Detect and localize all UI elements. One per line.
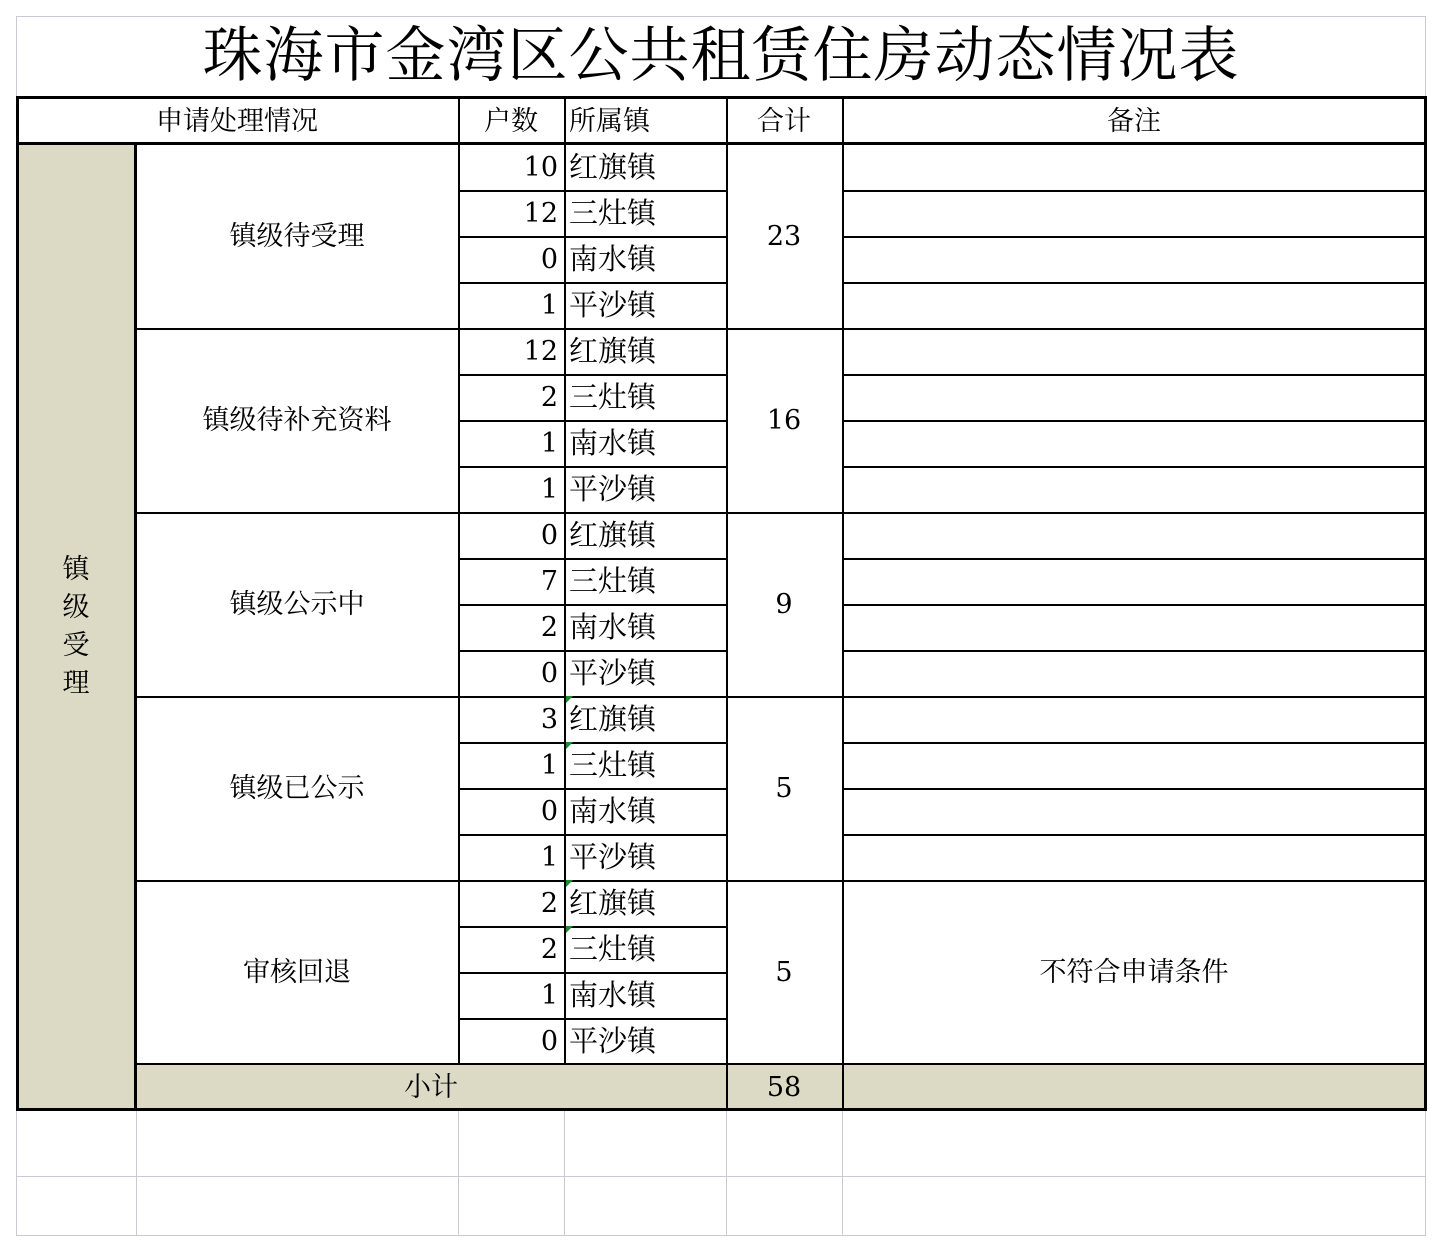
cell-border xyxy=(458,420,726,422)
household-count: 2 xyxy=(540,611,558,643)
cell-border xyxy=(16,96,19,1111)
group-label-char: 镇 xyxy=(62,554,90,585)
cell-border xyxy=(458,466,726,468)
cell-border xyxy=(842,236,1426,238)
section-name: 审核回退 xyxy=(243,956,351,988)
cell-border xyxy=(458,604,726,606)
section-total: 5 xyxy=(775,956,793,988)
town-name: 南水镇 xyxy=(569,793,657,828)
cell-border xyxy=(136,696,1426,698)
household-count: 0 xyxy=(540,243,558,275)
cell-border xyxy=(458,558,726,560)
cell-border xyxy=(842,96,844,1109)
section-total: 9 xyxy=(775,588,793,620)
cell-border xyxy=(458,926,726,928)
cell-border xyxy=(564,96,566,1064)
grid-line xyxy=(16,1176,1426,1177)
household-count: 2 xyxy=(540,933,558,965)
header-status: 申请处理情况 xyxy=(156,105,318,137)
cell-border xyxy=(1424,96,1427,1111)
header-remark: 备注 xyxy=(1107,105,1161,137)
section-total: 5 xyxy=(775,772,793,804)
household-count: 2 xyxy=(540,887,558,919)
comment-flag-icon xyxy=(565,926,573,934)
cell-border xyxy=(842,466,1426,468)
grid-line xyxy=(842,1110,843,1236)
cell-border xyxy=(458,1018,726,1020)
section-total: 23 xyxy=(766,220,802,252)
cell-border xyxy=(458,96,460,1064)
cell-border xyxy=(458,742,726,744)
household-count: 7 xyxy=(540,565,558,597)
town-name: 平沙镇 xyxy=(569,1023,657,1058)
cell-border xyxy=(136,512,1426,514)
household-count: 0 xyxy=(540,519,558,551)
cell-border xyxy=(842,282,1426,284)
cell-border xyxy=(842,834,1426,836)
grid-line xyxy=(16,16,17,98)
grid-line xyxy=(16,1235,1426,1236)
cell-border xyxy=(458,788,726,790)
group-label xyxy=(16,144,136,1110)
household-count: 1 xyxy=(540,473,558,505)
household-count: 2 xyxy=(540,381,558,413)
subtotal-label: 小计 xyxy=(404,1071,458,1103)
town-name: 红旗镇 xyxy=(569,333,657,368)
cell-border xyxy=(458,374,726,376)
subtotal-value: 58 xyxy=(766,1071,802,1103)
town-name: 平沙镇 xyxy=(569,655,657,690)
town-name: 南水镇 xyxy=(569,241,657,276)
town-name: 三灶镇 xyxy=(569,747,657,782)
cell-border xyxy=(16,1108,1426,1111)
grid-line xyxy=(458,1110,459,1236)
sheet-title: 珠海市金湾区公共租赁住房动态情况表 xyxy=(202,21,1240,91)
cell-border xyxy=(842,190,1426,192)
grid-line xyxy=(1425,16,1426,98)
section-name: 镇级待受理 xyxy=(229,220,365,252)
town-name: 红旗镇 xyxy=(569,149,657,184)
household-count: 12 xyxy=(523,197,558,229)
grid-line xyxy=(16,1110,17,1236)
comment-flag-icon xyxy=(565,742,573,750)
town-name: 南水镇 xyxy=(569,977,657,1012)
household-count: 10 xyxy=(523,151,558,183)
town-name: 平沙镇 xyxy=(569,471,657,506)
group-label-char: 受 xyxy=(62,630,90,661)
household-count: 1 xyxy=(540,979,558,1011)
town-name: 南水镇 xyxy=(569,425,657,460)
section-name: 镇级公示中 xyxy=(229,588,365,620)
header-total: 合计 xyxy=(757,105,811,137)
grid-line xyxy=(564,1110,565,1236)
cell-border xyxy=(458,650,726,652)
group-label-char: 级 xyxy=(62,592,90,623)
section-name: 镇级已公示 xyxy=(229,772,365,804)
household-count: 1 xyxy=(540,749,558,781)
town-name: 红旗镇 xyxy=(569,701,657,736)
cell-border xyxy=(726,96,728,1109)
household-count: 0 xyxy=(540,1025,558,1057)
town-name: 三灶镇 xyxy=(569,563,657,598)
town-name: 三灶镇 xyxy=(569,379,657,414)
section-name: 镇级待补充资料 xyxy=(202,404,392,436)
cell-border xyxy=(842,558,1426,560)
grid-line xyxy=(16,16,1426,17)
cell-border xyxy=(842,374,1426,376)
cell-border xyxy=(16,142,1426,145)
household-count: 1 xyxy=(540,427,558,459)
section-total: 16 xyxy=(766,404,802,436)
cell-border xyxy=(842,604,1426,606)
household-count: 1 xyxy=(540,841,558,873)
header-households: 户数 xyxy=(484,105,538,137)
household-count: 3 xyxy=(540,703,558,735)
town-name: 平沙镇 xyxy=(569,839,657,874)
town-name: 南水镇 xyxy=(569,609,657,644)
grid-line xyxy=(136,1110,137,1236)
cell-border xyxy=(842,742,1426,744)
town-name: 三灶镇 xyxy=(569,195,657,230)
cell-border xyxy=(136,328,1426,330)
cell-border xyxy=(458,834,726,836)
cell-border xyxy=(136,880,1426,882)
grid-line xyxy=(1425,1110,1426,1236)
comment-flag-icon xyxy=(565,880,573,888)
household-count: 12 xyxy=(523,335,558,367)
town-name: 红旗镇 xyxy=(569,885,657,920)
grid-line xyxy=(726,1110,727,1236)
header-town: 所属镇 xyxy=(569,105,650,137)
section-remark: 不符合申请条件 xyxy=(1039,956,1229,988)
cell-border xyxy=(842,650,1426,652)
town-name: 平沙镇 xyxy=(569,287,657,322)
cell-border xyxy=(458,236,726,238)
cell-border xyxy=(136,1063,1426,1065)
household-count: 0 xyxy=(540,795,558,827)
cell-border xyxy=(458,972,726,974)
cell-border xyxy=(842,788,1426,790)
comment-flag-icon xyxy=(565,696,573,704)
household-count: 0 xyxy=(540,657,558,689)
town-name: 红旗镇 xyxy=(569,517,657,552)
household-count: 1 xyxy=(540,289,558,321)
group-label-char: 理 xyxy=(62,668,90,699)
town-name: 三灶镇 xyxy=(569,931,657,966)
cell-border xyxy=(458,282,726,284)
cell-border xyxy=(458,190,726,192)
cell-border xyxy=(16,96,1426,99)
cell-border xyxy=(134,144,137,1110)
cell-border xyxy=(842,420,1426,422)
